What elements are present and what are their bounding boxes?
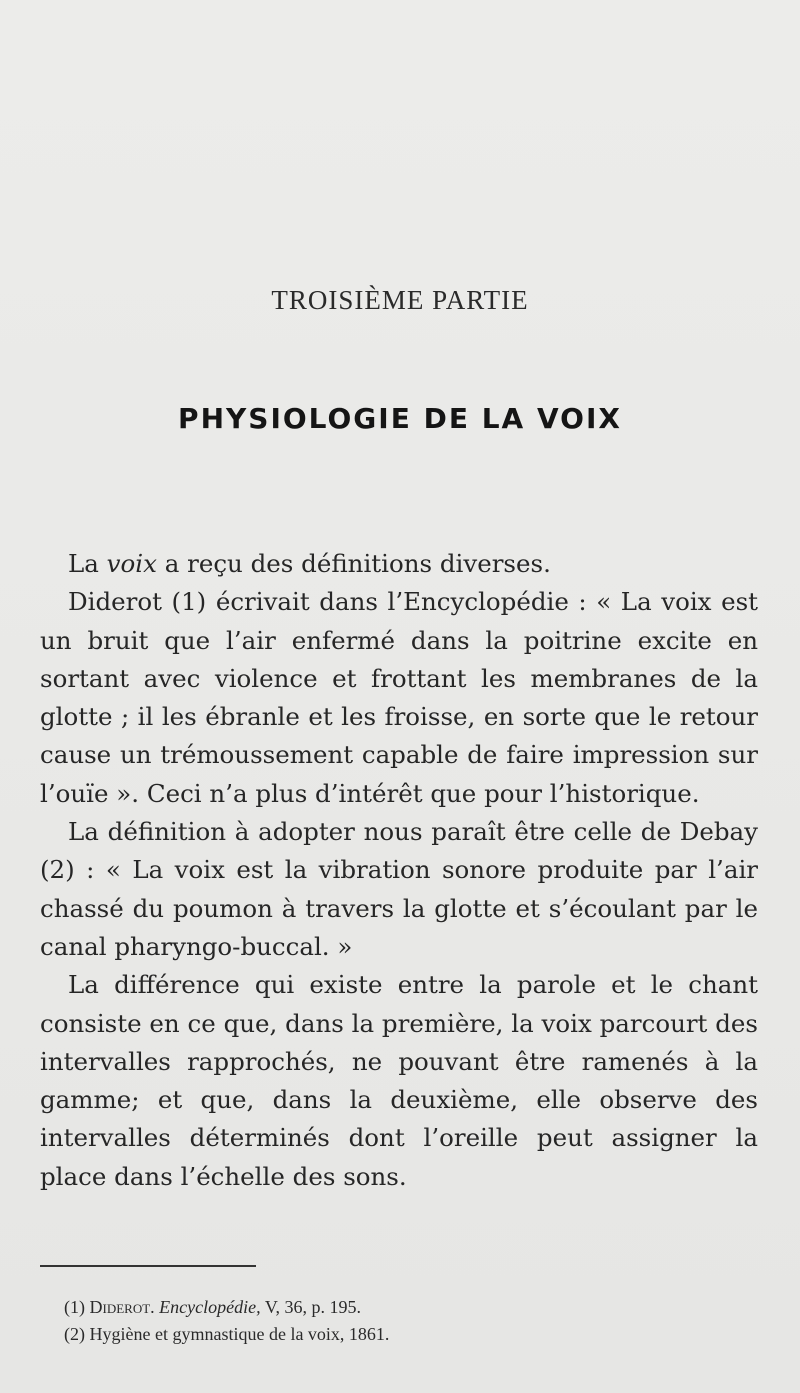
footnote-2 (64, 1321, 389, 1348)
footnote-1 (64, 1294, 389, 1321)
footnote-1-work: Encyclopédie, (159, 1297, 261, 1317)
paragraph-2: Diderot (1) écrivait dans l’Encyclopédie : « La voix est un bruit que l’air enfermé dans la poitrine excite en sortant avec violence et frottant les membranes de la glotte ; il les ébranle et les froisse, en sorte que le retour cause un trémoussement capable de faire impression sur l’ouïe ». Ceci n’a plus d’intérêt que pour l’historique. (40, 587, 758, 808)
footnotes (64, 1294, 389, 1348)
section-title: PHYSIOLOGIE DE LA VOIX (178, 402, 622, 435)
part-heading: TROISIÈME PARTIE (271, 285, 529, 315)
paragraph-1-end: a reçu des définitions diverses. (156, 549, 551, 578)
footnote-2-number: (2) (64, 1324, 85, 1344)
paragraph-4: La différence qui existe entre la parole et le chant consiste en ce que, dans la première, la voix parcourt des intervalles rapprochés, ne pouvant être ramenés à la gamme; et que, dans la deuxième, elle observe des intervalles déterminés dont l’oreille peut assigner la place dans l’échelle des sons. (40, 970, 758, 1191)
body-text (40, 545, 758, 1196)
footnote-1-reference: V, 36, p. 195. (264, 1297, 361, 1317)
paragraph-1-start: La (68, 549, 107, 578)
footnote-divider (40, 1265, 256, 1267)
paragraph-1 (40, 545, 758, 583)
footnote-1-number: (1) (64, 1297, 85, 1317)
emphasis-voix: voix (106, 549, 157, 578)
paragraph-3: La définition à adopter nous paraît être celle de Debay (2) : « La voix est la vibration sonore produite par l’air chassé du poumon à travers la glotte et s’écoulant par le canal pharyngo-buccal. » (40, 817, 758, 961)
footnote-2-text: Hygiène et gymnastique de la voix, 1861. (89, 1324, 390, 1344)
footnote-1-author: Diderot. (89, 1297, 155, 1317)
